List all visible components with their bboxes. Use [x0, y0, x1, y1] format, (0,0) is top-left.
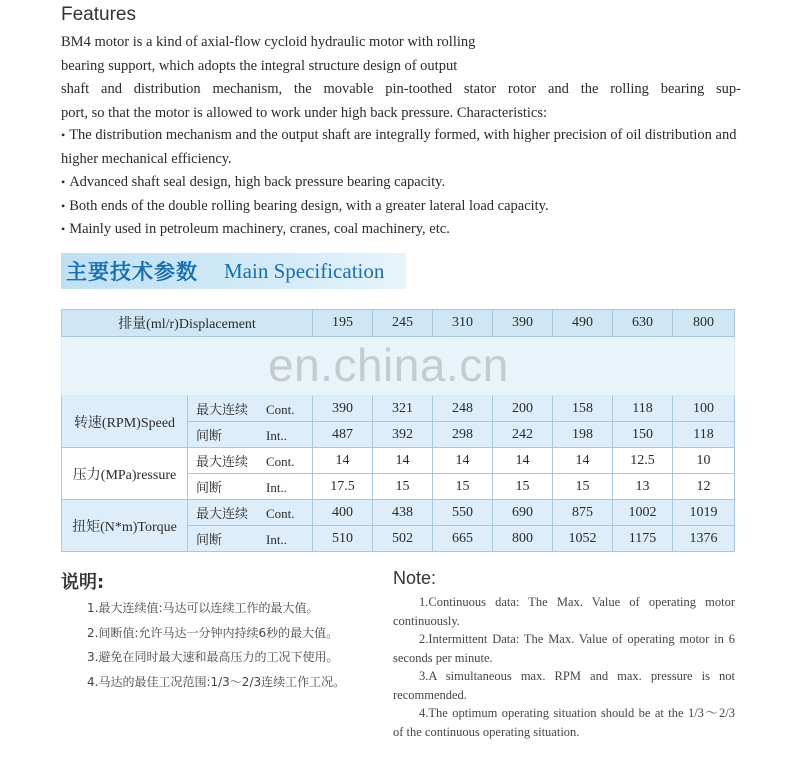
- sub-label-en: Cont.: [266, 401, 295, 417]
- bullet-icon: •: [61, 222, 66, 236]
- sub-label-cn: 间断: [196, 428, 223, 444]
- characteristic-item: [61, 218, 737, 242]
- note-cn-item: 2.间断值:允许马达一分钟内持续6秒的最大值。: [87, 625, 339, 640]
- displacement-cell: 245: [373, 310, 433, 337]
- table-cell: 15: [553, 474, 613, 500]
- speed-group-label: 转速(RPM)Speed: [62, 396, 188, 448]
- spec-title-banner: [61, 253, 406, 289]
- characteristic-item: [61, 195, 737, 219]
- characteristic-item: [61, 171, 737, 195]
- sub-label-en: Int..: [266, 427, 287, 443]
- sub-label-cn: 最大连续: [196, 454, 249, 470]
- table-row: [62, 448, 735, 474]
- bullet-icon: •: [61, 175, 66, 189]
- row-sub-label: [188, 448, 313, 474]
- table-cell: 321: [373, 396, 433, 422]
- characteristic-text: Both ends of the double rolling bearing design, with a greater lateral load capacity.: [69, 197, 549, 214]
- intro-line: bearing support, which adopts the integral structure design of output: [61, 57, 458, 74]
- note-cn-item: 3.避免在同时最大速和最高压力的工况下使用。: [87, 650, 339, 664]
- table-cell: 198: [553, 422, 613, 448]
- intro-paragraph: [61, 31, 741, 125]
- note-en-item: 2.Intermittent Data: The Max. Value of operating motor in 6 seconds per minute.: [393, 632, 735, 665]
- intro-line: BM4 motor is a kind of axial-flow cycloid hydraulic motor with rolling: [61, 34, 476, 50]
- table-cell: 242: [493, 422, 553, 448]
- note-en-item: 1.Continuous data: The Max. Value of operating motor continuously.: [393, 595, 735, 628]
- table-cell: 200: [493, 396, 553, 422]
- table-cell: 100: [673, 396, 735, 422]
- bullet-icon: •: [61, 198, 66, 213]
- features-heading: Features: [61, 4, 136, 25]
- table-cell: 298: [433, 422, 493, 448]
- displacement-cell: 390: [493, 310, 553, 337]
- characteristic-text: The distribution mechanism and the output shaft are integrally formed, with higher precision of oil distribution and higher mechanical efficiency.: [61, 127, 737, 167]
- table-cell: 1019: [673, 500, 735, 526]
- table-cell: 800: [493, 526, 553, 552]
- table-cell: 14: [553, 448, 613, 474]
- table-cell: 13: [613, 474, 673, 500]
- sub-label-en: Cont.: [266, 505, 295, 521]
- table-cell: 150: [613, 422, 673, 448]
- table-cell: 438: [373, 500, 433, 526]
- sub-label-cn: 最大连续: [196, 402, 249, 418]
- table-cell: 1175: [613, 526, 673, 552]
- table-cell: 15: [493, 474, 553, 500]
- notes-cn-list: [61, 596, 366, 694]
- torque-group-label: 扭矩(N*m)Torque: [62, 500, 188, 552]
- pressure-group-label: 压力(MPa)ressure: [62, 448, 188, 500]
- displacement-label: 排量(ml/r)Displacement: [62, 310, 313, 337]
- characteristic-text: Advanced shaft seal design, high back pressure bearing capacity.: [69, 174, 446, 190]
- row-sub-label: [188, 474, 313, 500]
- displacement-cell: 310: [433, 310, 493, 337]
- row-sub-label: [188, 422, 313, 448]
- table-cell: 550: [433, 500, 493, 526]
- table-cell: 15: [433, 474, 493, 500]
- characteristic-text: Mainly used in petroleum machinery, cranes, coal machinery, etc.: [69, 221, 450, 237]
- table-cell: 12.5: [613, 448, 673, 474]
- notes-cn-title: 说明:: [61, 572, 105, 593]
- table-cell: 1376: [673, 526, 735, 552]
- row-sub-label: [188, 396, 313, 422]
- table-cell: 10: [673, 448, 735, 474]
- note-en-item: 4.The optimum operating situation should be at the 1/3～2/3 of the continuous operating situation.: [393, 706, 735, 739]
- table-row: [62, 396, 735, 422]
- table-cell: 118: [673, 422, 735, 448]
- displacement-cell: 195: [313, 310, 373, 337]
- table-cell: 400: [313, 500, 373, 526]
- table-cell: 1052: [553, 526, 613, 552]
- table-cell: 14: [433, 448, 493, 474]
- displacement-cell: 490: [553, 310, 613, 337]
- spec-title-cn: 主要技术参数: [66, 260, 198, 284]
- table-cell: 12: [673, 474, 735, 500]
- sub-label-cn: 间断: [196, 532, 223, 548]
- spec-title-en: Main Specification: [224, 258, 385, 283]
- sub-label-en: Int..: [266, 479, 287, 495]
- table-cell: 510: [313, 526, 373, 552]
- table-cell: 14: [373, 448, 433, 474]
- row-sub-label: [188, 526, 313, 552]
- table-cell: 487: [313, 422, 373, 448]
- characteristic-item: [61, 124, 737, 171]
- table-cell: 248: [433, 396, 493, 422]
- displacement-cell: 630: [613, 310, 673, 337]
- characteristics-list: [61, 124, 737, 242]
- notes-en-list: [393, 593, 735, 741]
- table-cell: 502: [373, 526, 433, 552]
- sub-label-cn: 间断: [196, 480, 223, 496]
- table-cell: 14: [493, 448, 553, 474]
- intro-line: shaft and distribution mechanism, the movable pin-toothed stator rotor and the rolling bearing sup-: [61, 81, 741, 97]
- notes-en-title: Note:: [393, 568, 437, 588]
- table-cell: 158: [553, 396, 613, 422]
- note-cn-item: 4.马达的最佳工况范围:1/3～2/3连续工作工况。: [87, 674, 346, 689]
- table-cell: 14: [313, 448, 373, 474]
- note-en-item: 3.A simultaneous max. RPM and max. pressure is not recommended.: [393, 669, 735, 702]
- bullet-icon: •: [61, 128, 66, 142]
- displacement-row: [62, 310, 735, 337]
- sub-label-en: Int..: [266, 531, 287, 547]
- table-row: [62, 500, 735, 526]
- note-cn-item: 1.最大连续值:马达可以连续工作的最大值。: [87, 601, 319, 615]
- table-cell: 875: [553, 500, 613, 526]
- table-cell: 665: [433, 526, 493, 552]
- table-cell: 1002: [613, 500, 673, 526]
- table-cell: 17.5: [313, 474, 373, 500]
- watermark: en.china.cn: [268, 339, 509, 391]
- displacement-cell: 800: [673, 310, 735, 337]
- row-sub-label: [188, 500, 313, 526]
- table-cell: 15: [373, 474, 433, 500]
- table-cell: 392: [373, 422, 433, 448]
- sub-label-cn: 最大连续: [196, 506, 249, 522]
- intro-line: port, so that the motor is allowed to work under high back pressure. Characteristics:: [61, 104, 548, 121]
- table-cell: 390: [313, 396, 373, 422]
- sub-label-en: Cont.: [266, 453, 295, 469]
- table-cell: 690: [493, 500, 553, 526]
- table-cell: 118: [613, 396, 673, 422]
